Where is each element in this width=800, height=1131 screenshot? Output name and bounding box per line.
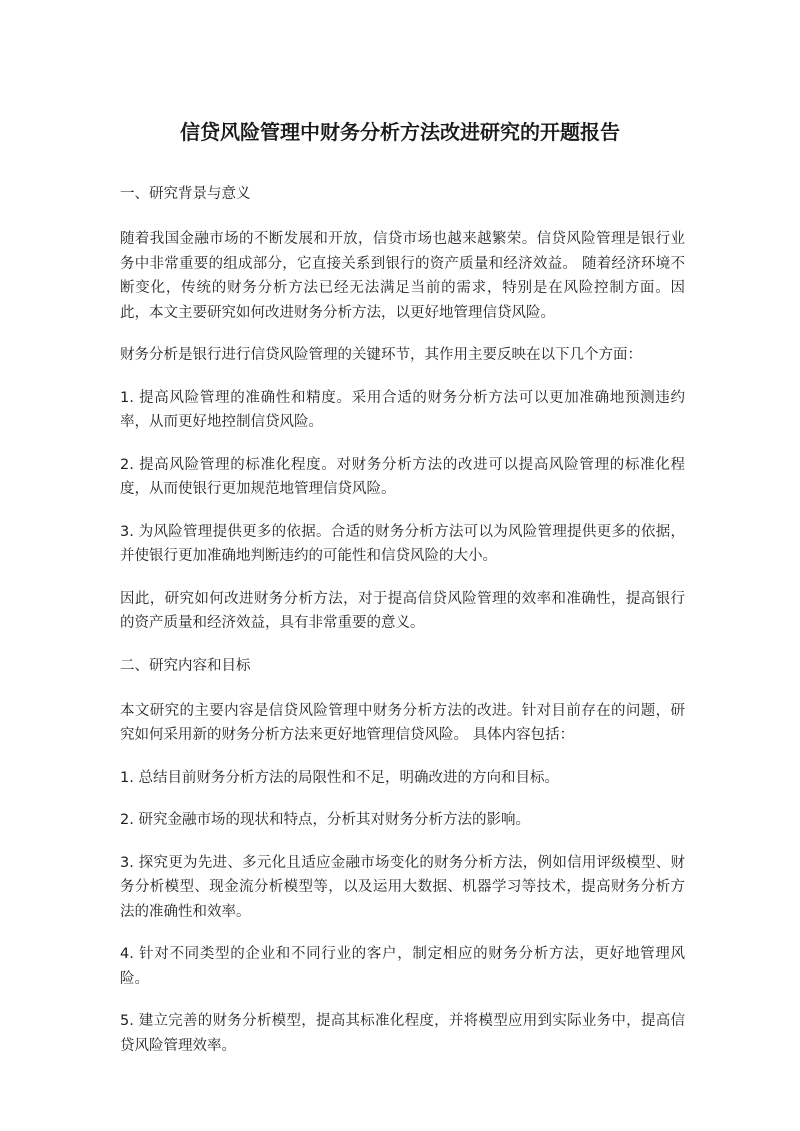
- paragraph: 本文研究的主要内容是信贷风险管理中财务分析方法的改进。针对目前存在的问题，研究如何采用新的财务分析方法来更好地管理信贷风险。 具体内容包括：: [120, 702, 685, 743]
- list-item: 5. 建立完善的财务分析模型，提高其标准化程度，并将模型应用到实际业务中，提高信贷风险管理效率。: [120, 1013, 685, 1054]
- list-item: 3. 为风险管理提供更多的依据。合适的财务分析方法可以为风险管理提供更多的依据，并使银行更加准确地判断违约的可能性和信贷风险的大小。: [120, 523, 685, 564]
- list-item: 2. 提高风险管理的标准化程度。对财务分析方法的改进可以提高风险管理的标准化程度，从而使银行更加规范地管理信贷风险。: [120, 456, 685, 497]
- section-heading: 一、研究背景与意义: [120, 186, 251, 202]
- list-item: 3. 探究更为先进、多元化且适应金融市场变化的财务分析方法，例如信用评级模型、财务分析模型、现金流分析模型等，以及运用大数据、机器学习等技术，提高财务分析方法的准确性和效率。: [120, 854, 685, 920]
- list-item: 1. 总结目前财务分析方法的局限性和不足，明确改进的方向和目标。: [120, 769, 559, 786]
- section-heading: 二、研究内容和目标: [120, 657, 251, 674]
- list-item: 4. 针对不同类型的企业和不同行业的客户，制定相应的财务分析方法，更好地管理风险。: [120, 946, 685, 987]
- list-item: 2. 研究金融市场的现状和特点，分析其对财务分析方法的影响。: [120, 812, 530, 828]
- document-title: 信贷风险管理中财务分析方法改进研究的开题报告: [180, 120, 620, 144]
- list-item: 1. 提高风险管理的准确性和精度。采用合适的财务分析方法可以更加准确地预测违约率，从而更好地控制信贷风险。: [120, 389, 685, 430]
- paragraph: 财务分析是银行进行信贷风险管理的关键环节，其作用主要反映在以下几个方面：: [120, 347, 642, 363]
- document-body: [120, 182, 685, 1058]
- paragraph: 随着我国金融市场的不断发展和开放，信贷市场也越来越繁荣。信贷风险管理是银行业务中非常重要的组成部分，它直接关系到银行的资产质量和经济效益。 随着经济环境不断变化，传统的财务分析方法已经无法满足当前的需求，特别是在风险控制方面。因此，本文主要研究如何改进财务分析方法，以更好地管理信贷风险。: [120, 231, 685, 321]
- paragraph: 因此，研究如何改进财务分析方法，对于提高信贷风险管理的效率和准确性，提高银行的资产质量和经济效益，具有非常重要的意义。: [120, 590, 685, 631]
